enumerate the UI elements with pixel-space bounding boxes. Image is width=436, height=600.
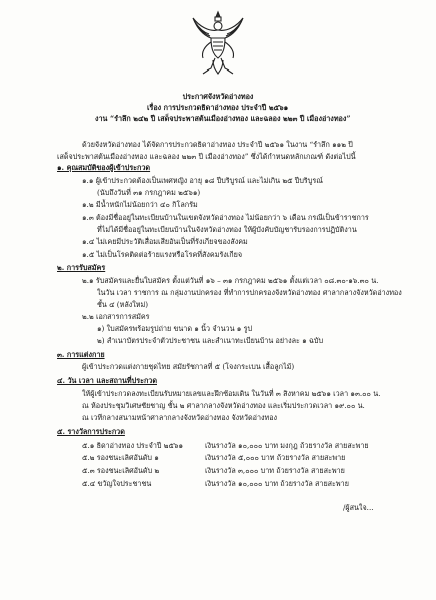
event-line bbox=[95, 114, 351, 124]
prize-rank: ๕.๑ ธิดาอ่างทอง ประจำปี ๒๕๖๑ bbox=[82, 441, 184, 450]
event-text: “รำลึก ๒๔๒ ปี เสด็จประพาสต้นเมืองอ่างทอง และฉลอง ๒๒๓ ปี เมืองอ่างทอง” bbox=[109, 114, 351, 123]
continued-marker: /ผู้สนใจ... bbox=[343, 503, 374, 512]
subject-text: การประกวดธิดาอ่างทอง ประจำปี ๒๕๖๑ bbox=[163, 103, 289, 112]
section-4-title: ๔. วัน เวลา และสถานที่ประกวด bbox=[57, 376, 157, 385]
s1-line: ที่ไม่ได้มีชื่ออยู่ในทะเบียนบ้านในจังหวัดอ่างทอง ให้ผู้บังคับบัญชารับรองการปฏิบัติงาน bbox=[97, 225, 357, 234]
s2-line: ๒.๑ รับสมัครและยื่นใบสมัคร ตั้งแต่วันที่ ๑๖ – ๓๑ กรกฎาคม ๒๕๖๑ ตั้งแต่เวลา ๐๘.๓๐-๑๖.๓๐ น. bbox=[82, 276, 379, 285]
subject-line bbox=[147, 103, 288, 113]
event-label: งาน bbox=[95, 114, 108, 123]
intro-line-2: เสด็จประพาสต้นเมืองอ่างทอง และฉลอง ๒๒๓ ปี เมืองอ่างทอง” ซึ่งได้กำหนดหลักเกณฑ์ ดังต่อไปนี้ bbox=[57, 152, 356, 161]
s4-line: ณ เวทีกลางสนามหน้าศาลากลางจังหวัดอ่างทอง จังหวัดอ่างทอง bbox=[82, 413, 278, 422]
prize-amount: เงินรางวัล ๑๐,๐๐๐ บาท มงกุฎ ถ้วยรางวัล สายสะพาย bbox=[205, 441, 369, 450]
section-3-title: ๓. การแต่งกาย bbox=[57, 350, 105, 359]
prize-rank: ๕.๓ รองชนะเลิศอันดับ ๒ bbox=[82, 466, 160, 475]
subject-label: เรื่อง bbox=[147, 103, 162, 112]
prize-amount: เงินรางวัล ๑๐,๐๐๐ บาท ถ้วยรางวัล สายสะพาย bbox=[205, 479, 349, 488]
prize-amount: เงินรางวัล ๓,๐๐๐ บาท ถ้วยรางวัล สายสะพาย bbox=[205, 466, 345, 475]
s1-line: ๑.๓ ต้องมีชื่ออยู่ในทะเบียนบ้านในเขตจังหวัดอ่างทอง ไม่น้อยกว่า ๖ เดือน กรณีเป็นข้าราชการ bbox=[82, 213, 369, 222]
s1-line: ๑.๔ ไม่เคยมีประวัติเสื่อมเสียอันเป็นที่รังเกียจของสังคม bbox=[82, 237, 248, 246]
s2-line: ชั้น ๔ (หลังใหม่) bbox=[97, 300, 149, 309]
s2-line: ๑) ใบสมัครพร้อมรูปถ่าย ขนาด ๑ นิ้ว จำนวน ๑ รูป bbox=[97, 324, 253, 333]
s4-line: ณ ห้องประชุมวิเศษชัยชาญ ชั้น ๒ ศาลากลางจังหวัดอ่างทอง และเริ่มประกวดเวลา ๑๙.๐๐ น. bbox=[82, 401, 365, 410]
s4-line: ให้ผู้เข้าประกวดลงทะเบียนรับหมายเลขและฝึกซ้อมเดิน ในวันที่ ๓ สิงหาคม ๒๕๖๑ เวลา ๑๓.๐๐ น. bbox=[82, 389, 381, 398]
s1-line: ๑.๒ มีน้ำหนักไม่น้อยกว่า ๔๐ กิโลกรัม bbox=[82, 200, 198, 209]
prize-amount: เงินรางวัล ๕,๐๐๐ บาท ถ้วยรางวัล สายสะพาย bbox=[205, 453, 346, 462]
prize-rank: ๕.๔ ขวัญใจประชาชน bbox=[82, 479, 152, 488]
s2-line: ๒.๒ เอกสารการสมัคร bbox=[82, 312, 150, 321]
section-2-title: ๒. การรับสมัคร bbox=[57, 263, 106, 272]
s3-line: ผู้เข้าประกวดแต่งกายชุดไทย สมัยรัชกาลที่ ๕ (โจงกระเบน เสื้อลูกไม้) bbox=[82, 362, 295, 371]
s1-line: ๑.๕ ไม่เป็นโรคติดต่อร้ายแรงหรือโรคที่สังคมรังเกียจ bbox=[82, 250, 243, 259]
announcement-title: ประกาศจังหวัดอ่างทอง bbox=[182, 92, 254, 101]
intro-line-1: ด้วยจังหวัดอ่างทอง ได้จัดการประกวดธิดาอ่างทอง ประจำปี ๒๕๖๑ ในงาน “รำลึก ๑๑๒ ปี bbox=[82, 140, 353, 149]
s1-line: ๑.๑ ผู้เข้าประกวดต้องเป็นเพศหญิง อายุ ๑๘ ปีบริบูรณ์ และไม่เกิน ๒๕ ปีบริบูรณ์ bbox=[82, 176, 323, 185]
s1-line: (นับถึงวันที่ ๓๑ กรกฎาคม ๒๕๖๑) bbox=[97, 188, 201, 197]
s2-line: ในวัน เวลา ราชการ ณ กลุ่มงานปกครอง ที่ทำการปกครองจังหวัดอ่างทอง ศาลากลางจังหวัดอ่างทอง bbox=[97, 288, 402, 297]
prize-rank: ๕.๒ รองชนะเลิศอันดับ ๑ bbox=[82, 453, 159, 462]
s2-line: ๒) สำเนาบัตรประจำตัวประชาชน และสำเนาทะเบียนบ้าน อย่างละ ๑ ฉบับ bbox=[97, 336, 324, 345]
section-1-title: ๑. คุณสมบัติของผู้เข้าประกวด bbox=[57, 163, 151, 172]
garuda-emblem-icon bbox=[189, 8, 247, 78]
section-5-title: ๕. รางวัลการประกวด bbox=[57, 427, 125, 436]
